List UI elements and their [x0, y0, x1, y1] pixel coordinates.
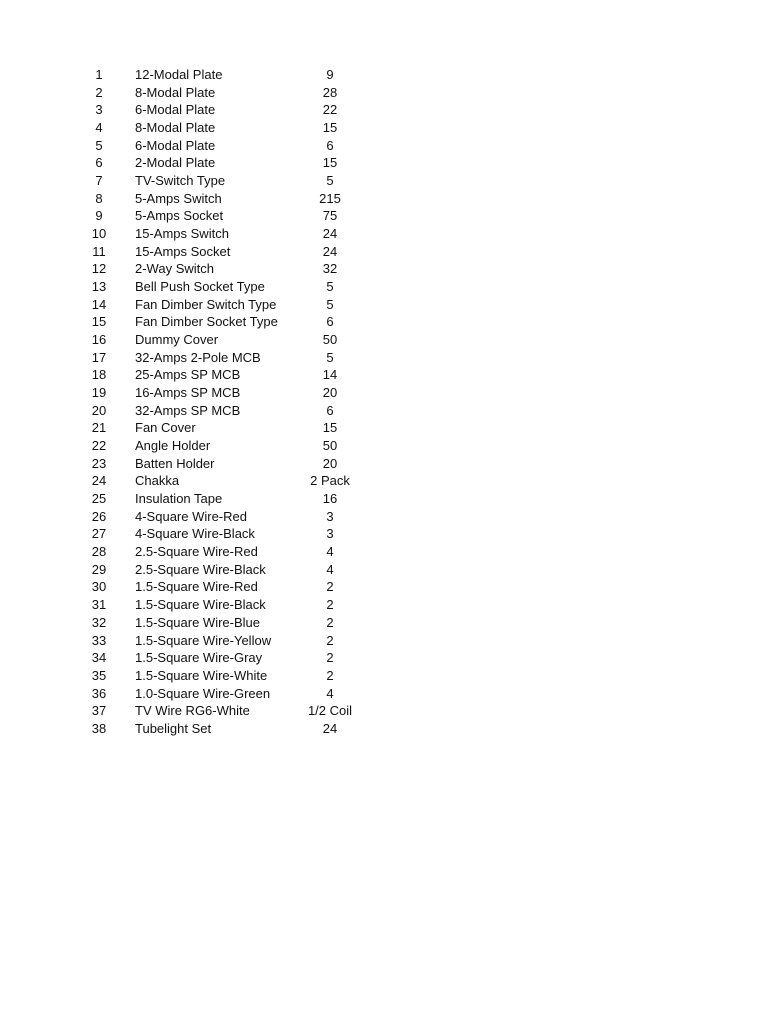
item-name: 1.0-Square Wire-Green — [135, 685, 271, 701]
row-number: 24 — [91, 473, 107, 489]
row-number: 8 — [95, 190, 103, 206]
item-name: 8-Modal Plate — [135, 120, 216, 136]
item-name: 15-Amps Switch — [135, 226, 229, 242]
table-row — [0, 455, 768, 473]
table-row — [0, 137, 768, 155]
item-name: 6-Modal Plate — [135, 137, 216, 153]
row-number: 28 — [91, 544, 107, 560]
item-quantity: 24 — [322, 243, 338, 259]
item-quantity: 5 — [326, 296, 334, 312]
item-name: Fan Dimber Switch Type — [135, 296, 277, 312]
table-row — [0, 119, 768, 137]
table-row — [0, 225, 768, 243]
table-row — [0, 472, 768, 490]
item-name: 1.5-Square Wire-Black — [135, 597, 266, 613]
item-name: 2-Modal Plate — [135, 155, 216, 171]
item-name: TV Wire RG6-White — [135, 703, 250, 719]
item-quantity: 2 — [326, 579, 334, 595]
row-number: 19 — [91, 385, 107, 401]
table-row — [0, 66, 768, 84]
item-name: 5-Amps Switch — [135, 190, 222, 206]
item-name: Bell Push Socket Type — [135, 279, 265, 295]
item-quantity: 16 — [322, 491, 338, 507]
table-row — [0, 296, 768, 314]
row-number: 27 — [91, 526, 107, 542]
table-row — [0, 419, 768, 437]
item-quantity: 6 — [326, 314, 334, 330]
table-row — [0, 260, 768, 278]
row-number: 35 — [91, 667, 107, 683]
table-row — [0, 596, 768, 614]
row-number: 37 — [91, 703, 107, 719]
table-row — [0, 543, 768, 561]
item-name: 1.5-Square Wire-Blue — [135, 614, 260, 630]
row-number: 26 — [91, 508, 107, 524]
item-quantity: 75 — [322, 208, 338, 224]
item-name: Batten Holder — [135, 455, 215, 471]
row-number: 4 — [95, 120, 103, 136]
item-name: 15-Amps Socket — [135, 243, 231, 259]
item-quantity: 3 — [326, 508, 334, 524]
item-name: 32-Amps 2-Pole MCB — [135, 349, 261, 365]
item-name: Insulation Tape — [135, 491, 223, 507]
table-row — [0, 632, 768, 650]
item-name: 1.5-Square Wire-White — [135, 667, 268, 683]
table-row — [0, 101, 768, 119]
table-row — [0, 561, 768, 579]
table-row — [0, 525, 768, 543]
row-number: 14 — [91, 296, 107, 312]
row-number: 11 — [92, 243, 106, 259]
table-row — [0, 349, 768, 367]
table-row — [0, 720, 768, 738]
table-row — [0, 578, 768, 596]
item-quantity: 2 — [326, 614, 334, 630]
item-name: 32-Amps SP MCB — [135, 402, 241, 418]
item-quantity: 15 — [322, 420, 338, 436]
item-quantity: 20 — [322, 455, 338, 471]
item-quantity: 6 — [326, 137, 334, 153]
row-number: 29 — [91, 561, 107, 577]
item-quantity: 4 — [326, 561, 334, 577]
item-quantity: 215 — [319, 190, 341, 206]
item-name: 1.5-Square Wire-Gray — [135, 650, 263, 666]
row-number: 10 — [91, 226, 107, 242]
item-name: 1.5-Square Wire-Yellow — [135, 632, 272, 648]
row-number: 30 — [91, 579, 107, 595]
material-list — [0, 66, 768, 738]
row-number: 5 — [95, 137, 103, 153]
row-number: 3 — [95, 102, 103, 118]
table-row — [0, 402, 768, 420]
item-quantity: 24 — [322, 720, 338, 736]
row-number: 32 — [91, 614, 107, 630]
table-row — [0, 366, 768, 384]
item-quantity: 5 — [326, 279, 334, 295]
row-number: 34 — [91, 650, 107, 666]
table-row — [0, 649, 768, 667]
item-name: 2-Way Switch — [135, 261, 214, 277]
item-quantity: 50 — [322, 438, 338, 454]
item-name: 2.5-Square Wire-Black — [135, 561, 266, 577]
row-number: 21 — [91, 420, 107, 436]
table-row — [0, 384, 768, 402]
item-quantity: 2 — [326, 632, 334, 648]
table-row — [0, 702, 768, 720]
item-quantity: 22 — [322, 102, 338, 118]
row-number: 33 — [91, 632, 107, 648]
item-name: 25-Amps SP MCB — [135, 367, 241, 383]
item-quantity: 50 — [322, 332, 338, 348]
table-row — [0, 278, 768, 296]
table-row — [0, 243, 768, 261]
row-number: 7 — [95, 173, 103, 189]
item-name: Dummy Cover — [135, 332, 219, 348]
table-row — [0, 190, 768, 208]
item-name: TV-Switch Type — [135, 173, 226, 189]
row-number: 1 — [95, 67, 103, 82]
row-number: 2 — [95, 84, 103, 100]
row-number: 23 — [91, 455, 107, 471]
row-number: 36 — [91, 685, 107, 701]
item-name: Angle Holder — [135, 438, 211, 454]
item-name: 1.5-Square Wire-Red — [135, 579, 258, 595]
table-row — [0, 490, 768, 508]
row-number: 12 — [91, 261, 107, 277]
item-name: 5-Amps Socket — [135, 208, 224, 224]
table-row — [0, 154, 768, 172]
item-name: 4-Square Wire-Black — [135, 526, 255, 542]
item-name: Tubelight Set — [135, 720, 212, 736]
row-number: 13 — [91, 279, 107, 295]
item-quantity: 32 — [322, 261, 338, 277]
row-number: 9 — [95, 208, 103, 224]
item-name: 4-Square Wire-Red — [135, 508, 247, 524]
table-row — [0, 207, 768, 225]
item-quantity: 3 — [326, 526, 334, 542]
item-quantity: 15 — [322, 120, 338, 136]
item-quantity: 28 — [322, 84, 338, 100]
row-number: 15 — [91, 314, 107, 330]
item-quantity: 20 — [322, 385, 338, 401]
item-name: Chakka — [135, 473, 180, 489]
table-row — [0, 667, 768, 685]
item-quantity: 4 — [326, 685, 334, 701]
table-row — [0, 437, 768, 455]
row-number: 31 — [91, 597, 107, 613]
item-quantity: 15 — [322, 155, 338, 171]
row-number: 38 — [91, 720, 107, 736]
item-quantity: 9 — [326, 67, 334, 82]
item-quantity: 1/2 Coil — [307, 703, 353, 719]
table-row — [0, 84, 768, 102]
table-row — [0, 331, 768, 349]
item-quantity: 6 — [326, 402, 334, 418]
row-number: 17 — [91, 349, 107, 365]
item-quantity: 2 Pack — [310, 473, 350, 489]
item-quantity: 5 — [326, 173, 334, 189]
item-name: Fan Dimber Socket Type — [135, 314, 278, 330]
item-quantity: 5 — [326, 349, 334, 365]
row-number: 25 — [91, 491, 107, 507]
item-quantity: 2 — [326, 597, 334, 613]
item-quantity: 2 — [326, 667, 334, 683]
item-name: 8-Modal Plate — [135, 84, 216, 100]
row-number: 18 — [91, 367, 107, 383]
item-quantity: 14 — [322, 367, 338, 383]
table-row — [0, 313, 768, 331]
row-number: 6 — [95, 155, 103, 171]
item-quantity: 2 — [326, 650, 334, 666]
item-name: Fan Cover — [135, 420, 196, 436]
item-name: 16-Amps SP MCB — [135, 385, 241, 401]
item-quantity: 4 — [326, 544, 334, 560]
item-name: 6-Modal Plate — [135, 102, 216, 118]
row-number: 16 — [91, 332, 107, 348]
row-number: 22 — [91, 438, 107, 454]
table-row — [0, 172, 768, 190]
item-name: 12-Modal Plate — [135, 67, 223, 82]
table-row — [0, 508, 768, 526]
item-quantity: 24 — [322, 226, 338, 242]
table-row — [0, 685, 768, 703]
row-number: 20 — [91, 402, 107, 418]
table-row — [0, 614, 768, 632]
item-name: 2.5-Square Wire-Red — [135, 544, 258, 560]
